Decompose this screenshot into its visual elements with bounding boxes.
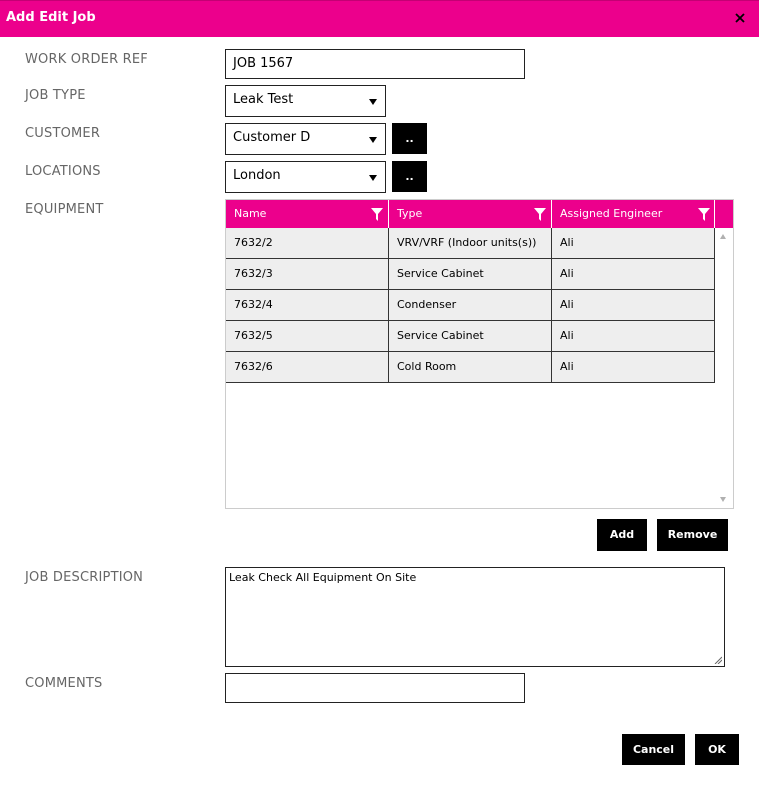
- column-header-label: Assigned Engineer: [560, 207, 663, 220]
- add-equipment-button[interactable]: Add: [597, 519, 647, 551]
- chevron-down-icon: [369, 137, 377, 143]
- grid-header: [226, 200, 733, 228]
- table-row[interactable]: [226, 290, 715, 321]
- locations-lookup-button[interactable]: ..: [392, 161, 427, 192]
- locations-label: LOCATIONS: [25, 164, 101, 179]
- equipment-grid: [225, 199, 734, 509]
- comments-input[interactable]: [225, 673, 525, 703]
- cell-engineer: Ali: [552, 259, 715, 289]
- work-order-ref-input[interactable]: [225, 49, 525, 79]
- job-description-label: JOB DESCRIPTION: [25, 570, 144, 585]
- column-header-label: Name: [234, 207, 267, 220]
- job-type-label: JOB TYPE: [25, 88, 86, 103]
- remove-equipment-button[interactable]: Remove: [657, 519, 728, 551]
- column-header-assigned-engineer[interactable]: [552, 200, 715, 228]
- job-description-value: Leak Check All Equipment On Site: [229, 571, 417, 584]
- chevron-down-icon: [369, 99, 377, 105]
- customer-lookup-button[interactable]: ..: [392, 123, 427, 154]
- close-icon[interactable]: [733, 11, 747, 25]
- cell-type: Service Cabinet: [389, 259, 552, 289]
- cell-type: Cold Room: [389, 352, 552, 382]
- cell-engineer: Ali: [552, 321, 715, 351]
- cell-name: 7632/3: [226, 259, 389, 289]
- dialog-title: Add Edit Job: [6, 10, 96, 25]
- filter-icon[interactable]: [534, 208, 546, 221]
- cell-name: 7632/5: [226, 321, 389, 351]
- cell-name: 7632/6: [226, 352, 389, 382]
- ok-button[interactable]: OK: [695, 734, 739, 765]
- table-row[interactable]: [226, 228, 715, 259]
- customer-value: Customer D: [233, 130, 311, 145]
- cell-name: 7632/4: [226, 290, 389, 320]
- resize-handle-icon[interactable]: [714, 656, 722, 664]
- cell-engineer: Ali: [552, 228, 715, 258]
- cell-name: 7632/2: [226, 228, 389, 258]
- equipment-label: EQUIPMENT: [25, 202, 104, 217]
- locations-value: London: [233, 168, 281, 183]
- cell-engineer: Ali: [552, 352, 715, 382]
- customer-label: CUSTOMER: [25, 126, 101, 141]
- cancel-button[interactable]: Cancel: [622, 734, 685, 765]
- column-header-label: Type: [397, 207, 423, 220]
- work-order-ref-label: WORK ORDER REF: [25, 52, 148, 67]
- job-type-value: Leak Test: [233, 92, 294, 107]
- work-order-ref-value: JOB 1567: [233, 56, 294, 71]
- scroll-down-icon[interactable]: [720, 497, 726, 502]
- grid-scrollbar[interactable]: [715, 228, 733, 508]
- table-row[interactable]: [226, 259, 715, 290]
- customer-select[interactable]: [225, 123, 386, 155]
- cell-type: Condenser: [389, 290, 552, 320]
- table-row[interactable]: [226, 352, 715, 383]
- cell-type: VRV/VRF (Indoor units(s)): [389, 228, 552, 258]
- dialog-titlebar: [0, 0, 759, 37]
- column-header-name[interactable]: [226, 200, 389, 228]
- filter-icon[interactable]: [371, 208, 383, 221]
- column-header-type[interactable]: [389, 200, 552, 228]
- locations-select[interactable]: [225, 161, 386, 193]
- job-description-textarea[interactable]: [225, 567, 725, 667]
- cell-engineer: Ali: [552, 290, 715, 320]
- chevron-down-icon: [369, 175, 377, 181]
- filter-icon[interactable]: [698, 208, 710, 221]
- job-type-select[interactable]: [225, 85, 386, 117]
- comments-label: COMMENTS: [25, 676, 103, 691]
- scroll-up-icon[interactable]: [720, 234, 726, 239]
- table-row[interactable]: [226, 321, 715, 352]
- cell-type: Service Cabinet: [389, 321, 552, 351]
